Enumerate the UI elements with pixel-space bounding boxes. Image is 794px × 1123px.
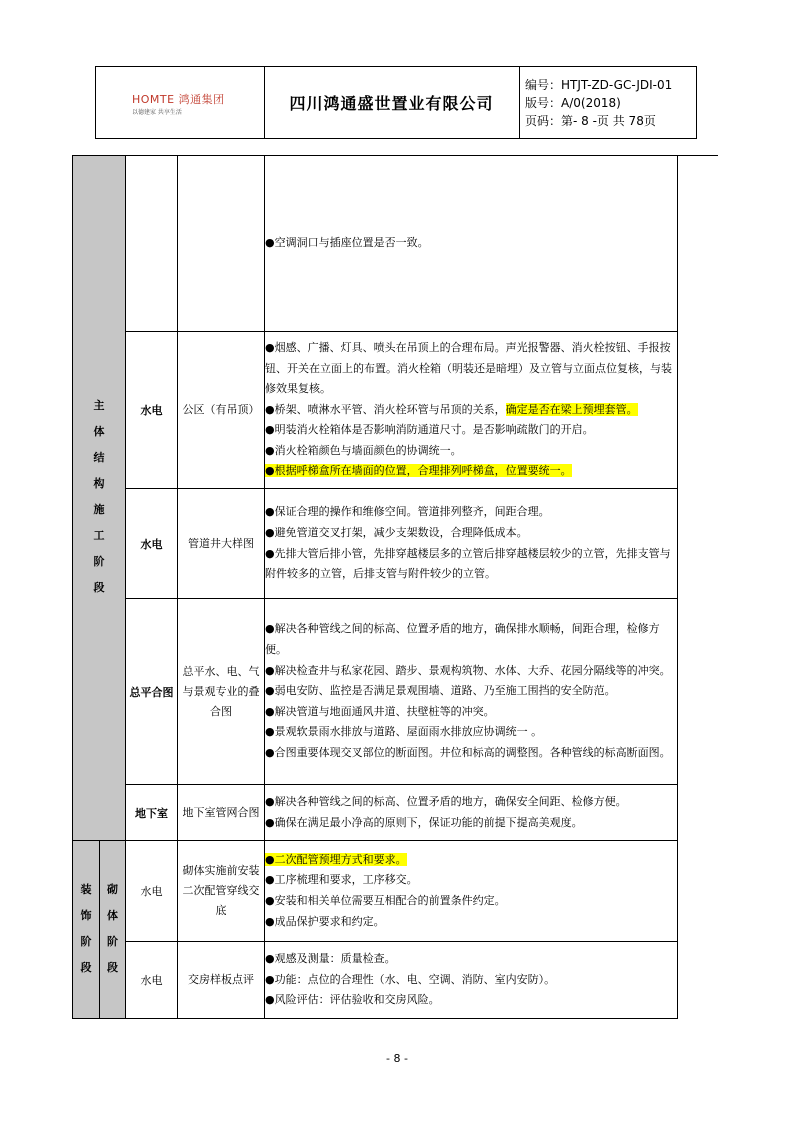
row-item: 砌体实施前安装二次配管穿线交底 bbox=[178, 841, 265, 942]
content-line bbox=[265, 949, 677, 970]
company-logo: HOMTE 鸿通集团 bbox=[132, 93, 225, 106]
document-meta bbox=[519, 67, 696, 138]
line-text: ●先排大管后排小管，先排穿越楼层多的立管后排穿越楼层较少的立管，先排支管与附件较多的立管，后排支管与附件较少的立管。 bbox=[265, 546, 671, 581]
content-line bbox=[265, 681, 677, 702]
row-item: 管道井大样图 bbox=[178, 489, 265, 599]
row-content bbox=[265, 785, 678, 841]
content-line bbox=[265, 891, 677, 912]
line-text: ●烟感、广播、灯具、喷头在吊顶上的合理布局。声光报警器、消火栓按钮、手报按钮、开关在立面上的布置。消火栓箱（明装还是暗埋）及立管与立面点位复核，与装修效果复核。 bbox=[265, 340, 672, 396]
line-text: ●景观软景雨水排放与道路、屋面雨水排放应协调统一 。 bbox=[265, 725, 543, 739]
stage-decoration-label: 装饰阶段 bbox=[80, 882, 92, 974]
content-line bbox=[265, 233, 677, 254]
content-line bbox=[265, 400, 677, 421]
row-content bbox=[265, 942, 678, 1019]
content-line bbox=[265, 420, 677, 441]
line-highlight: ●根据呼梯盒所在墙面的位置，合理排列呼梯盒，位置要统一。 bbox=[265, 464, 572, 478]
row-content bbox=[265, 599, 678, 785]
content-line bbox=[265, 702, 677, 723]
line-text: ●工序梳理和要求，工序移交。 bbox=[265, 873, 418, 887]
content-line bbox=[265, 990, 677, 1011]
line-text: ●桥架、喷淋水平管、消火栓环管与吊顶的关系， bbox=[265, 402, 506, 416]
line-text: ●功能：点位的合理性（水、电、空调、消防、室内安防）。 bbox=[265, 972, 556, 986]
logo-slogan: 以德建家 共享生活 bbox=[132, 109, 182, 116]
row-item: 地下室管网合图 bbox=[178, 785, 265, 841]
row-type bbox=[126, 156, 178, 332]
stage-main-structure bbox=[73, 156, 126, 841]
line-text: ●确保在满足最小净高的原则下，保证功能的前提下提高美观度。 bbox=[265, 815, 583, 829]
line-text: ●保证合理的操作和维修空间。管道排列整齐，间距合理。 bbox=[265, 505, 550, 519]
row-type: 总平合图 bbox=[126, 599, 178, 785]
content-table bbox=[72, 155, 678, 1019]
stage-main-structure-label: 主体结构施工阶段 bbox=[93, 399, 105, 594]
line-text: ●解决管道与地面通风井道、扶壁桩等的冲突。 bbox=[265, 704, 495, 718]
line-text: ●合图重要体现交叉部位的断面图。井位和标高的调整图。各种管线的标高断面图。 bbox=[265, 745, 671, 759]
content-line bbox=[265, 912, 677, 933]
line-text: ●空调洞口与插座位置是否一致。 bbox=[265, 236, 429, 250]
content-line bbox=[265, 544, 677, 585]
line-highlight: ●二次配管预埋方式和要求。 bbox=[265, 852, 407, 866]
table-row bbox=[73, 489, 678, 599]
document-header bbox=[95, 66, 697, 139]
stage-masonry bbox=[100, 841, 126, 1019]
document-number: 编号：HTJT-ZD-GC-JDⅠ-01 bbox=[525, 78, 673, 92]
table-body bbox=[73, 156, 678, 1019]
table-row bbox=[73, 156, 678, 332]
row-item: 总平水、电、气与景观专业的叠合图 bbox=[178, 599, 265, 785]
line-text: ●观感及测量：质量检查。 bbox=[265, 952, 396, 966]
line-text: ●避免管道交叉打架，减少支架数设，合理降低成本。 bbox=[265, 525, 528, 539]
row-item: 交房样板点评 bbox=[178, 942, 265, 1019]
company-name: 四川鸿通盛世置业有限公司 bbox=[264, 67, 520, 138]
content-line bbox=[265, 743, 677, 764]
row-type: 水电 bbox=[126, 489, 178, 599]
content-line bbox=[265, 792, 677, 813]
logo-cell bbox=[96, 67, 265, 138]
line-text: ●解决检查井与私家花园、踏步、景观构筑物、水体、大乔、花园分隔线等的冲突。 bbox=[265, 663, 671, 677]
table-row bbox=[73, 942, 678, 1019]
row-type: 水电 bbox=[126, 942, 178, 1019]
content-line bbox=[265, 338, 677, 400]
line-highlight: 确定是否在梁上预埋套管。 bbox=[505, 402, 638, 416]
line-text: ●成品保护要求和约定。 bbox=[265, 914, 385, 928]
page-number: - 8 - bbox=[386, 1052, 408, 1065]
row-type: 地下室 bbox=[126, 785, 178, 841]
content-line bbox=[265, 850, 677, 871]
line-text: ●解决各种管线之间的标高、位置矛盾的地方，确保排水顺畅，间距合理，检修方便。 bbox=[265, 622, 660, 657]
line-text: ●风险评估：评估验收和交房风险。 bbox=[265, 993, 440, 1007]
content-line bbox=[265, 523, 677, 544]
stage-masonry-label: 砌体阶段 bbox=[107, 882, 118, 974]
row-type: 水电 bbox=[126, 841, 178, 942]
line-text: ●弱电安防、监控是否满足景观围墙、道路、乃至施工围挡的安全防范。 bbox=[265, 684, 616, 698]
line-text: ●安装和相关单位需要互相配合的前置条件约定。 bbox=[265, 894, 506, 907]
row-content bbox=[265, 841, 678, 942]
line-text: ●消火栓箱颜色与墙面颜色的协调统一。 bbox=[265, 443, 462, 457]
row-content bbox=[265, 156, 678, 332]
content-line bbox=[265, 870, 677, 891]
content-line bbox=[265, 813, 677, 834]
content-line bbox=[265, 661, 677, 682]
content-line bbox=[265, 441, 677, 462]
row-item: 公区（有吊顶） bbox=[178, 332, 265, 489]
content-line bbox=[265, 502, 677, 523]
row-type: 水电 bbox=[126, 332, 178, 489]
table-row bbox=[73, 332, 678, 489]
content-line bbox=[265, 461, 677, 482]
line-text: ●明装消火栓箱体是否影响消防通道尺寸。是否影响疏散门的开启。 bbox=[265, 423, 594, 437]
stage-decoration bbox=[73, 841, 100, 1019]
content-line bbox=[265, 970, 677, 991]
content-line bbox=[265, 722, 677, 743]
table-row bbox=[73, 841, 678, 942]
line-text: ●解决各种管线之间的标高、位置矛盾的地方，确保安全间距、检修方便。 bbox=[265, 794, 627, 808]
page-count: 页码：第- 8 -页 共 78页 bbox=[525, 114, 656, 128]
row-item bbox=[178, 156, 265, 332]
row-content bbox=[265, 332, 678, 489]
row-content bbox=[265, 489, 678, 599]
content-line bbox=[265, 619, 677, 660]
document-version: 版号：A/0(2018) bbox=[525, 96, 621, 110]
table-row bbox=[73, 599, 678, 785]
table-row bbox=[73, 785, 678, 841]
